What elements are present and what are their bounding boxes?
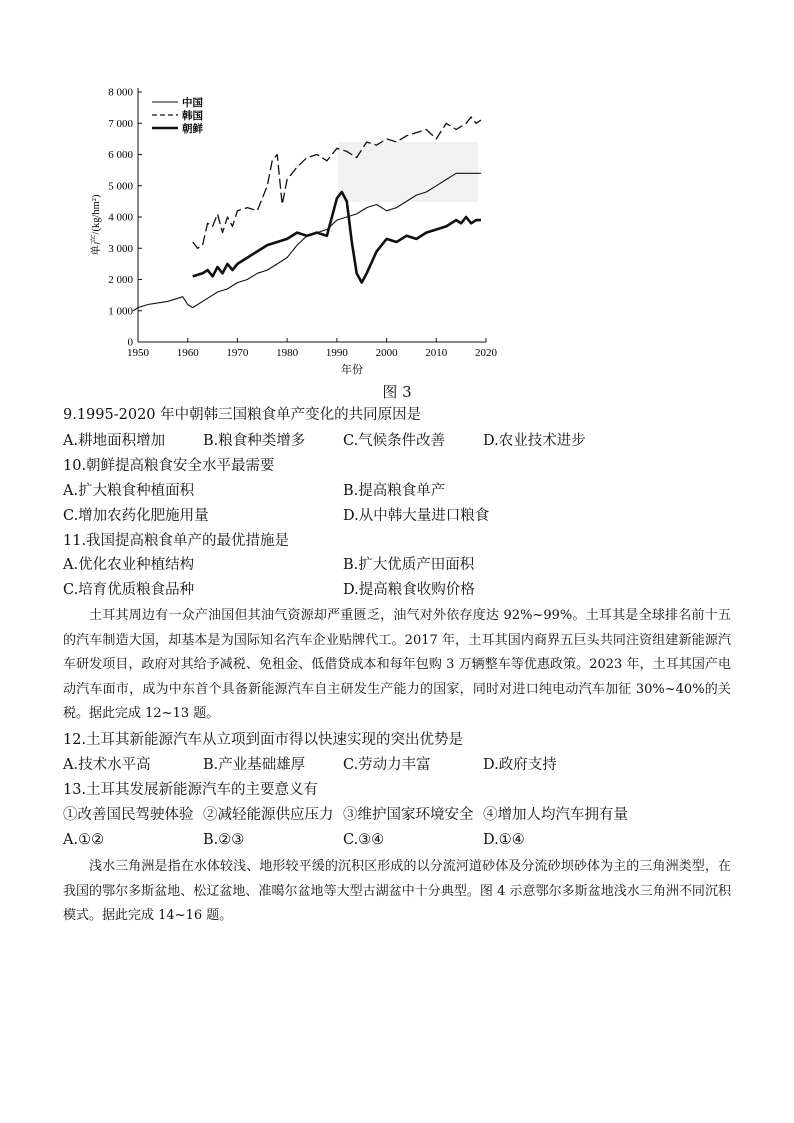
question-13-stem: 13.土耳其发展新能源汽车的主要意义有 [63, 782, 319, 798]
q13-item-2: ②减轻能源供应压力 [203, 807, 334, 823]
y-tick-label: 4 000 [108, 211, 133, 224]
legend-label: 朝鲜 [182, 124, 203, 135]
q9-option-a[interactable]: A.耕地面积增加 [63, 433, 166, 449]
y-tick-label: 1 000 [108, 305, 133, 318]
legend-label: 中国 [182, 98, 203, 109]
q11-option-b[interactable]: B.扩大优质产田面积 [343, 557, 475, 573]
chart-scan-shade [338, 142, 478, 202]
question-9-stem: 9.1995-2020 年中朝韩三国粮食单产变化的共同原因是 [63, 407, 422, 423]
grain-yield-line-chart [88, 80, 508, 380]
q9-option-c[interactable]: C.气候条件改善 [343, 433, 446, 449]
q10-option-c[interactable]: C.增加农药化肥施用量 [63, 508, 209, 524]
q13-option-d[interactable]: D.①④ [483, 832, 525, 848]
y-tick-label: 6 000 [108, 149, 133, 161]
series-line-2 [193, 192, 481, 283]
question-10-stem: 10.朝鲜提高粮食安全水平最需要 [63, 458, 275, 474]
figure-caption: 图 3 [382, 383, 412, 401]
x-tick-label: 1990 [325, 347, 348, 359]
q12-option-c[interactable]: C.劳动力丰富 [343, 757, 431, 773]
q9-option-b[interactable]: B.粮食种类增多 [203, 433, 306, 449]
legend-label: 韩国 [182, 111, 203, 122]
q10-option-b[interactable]: B.提高粮食单产 [343, 483, 446, 499]
q10-option-d[interactable]: D.从中韩大量进口粮食 [343, 508, 490, 524]
q9-option-d[interactable]: D.农业技术进步 [483, 433, 586, 449]
q13-item-1: ①改善国民驾驶体验 [63, 807, 194, 823]
q12-option-b[interactable]: B.产业基础雄厚 [203, 757, 306, 773]
q13-option-c[interactable]: C.③④ [343, 832, 385, 848]
y-tick-label: 5 000 [108, 180, 133, 193]
question-11-stem: 11.我国提高粮食单产的最优措施是 [63, 533, 290, 549]
q13-item-3: ③维护国家环境安全 [343, 807, 474, 823]
passage-shallow-delta: 浅水三角洲是指在水体较浅、地形较平缓的沉积区形成的以分流河道砂体及分流砂坝砂体为主的三角洲类型，在我国的鄂尔多斯盆地、松辽盆地、准噶尔盆地等大型古湖盆中十分典型。图 4 示意鄂尔多斯盆地浅水三角洲不同沉积模式。据此完成 14~16 题。 [63, 859, 731, 923]
y-tick-label: 2 000 [108, 274, 133, 286]
question-12-stem: 12.土耳其新能源汽车从立项到面市得以快速实现的突出优势是 [63, 732, 464, 748]
y-tick-label: 8 000 [108, 86, 133, 99]
x-axis-label: 年份 [341, 364, 363, 376]
x-axis-ticks [127, 338, 498, 359]
y-tick-label: 7 000 [108, 117, 133, 130]
q13-option-a[interactable]: A.①② [63, 832, 105, 848]
x-tick-label: 1960 [176, 347, 199, 359]
x-tick-label: 1980 [276, 347, 299, 359]
q13-option-b[interactable]: B.②③ [203, 832, 245, 848]
x-tick-label: 2020 [475, 347, 497, 359]
q11-option-d[interactable]: D.提高粮食收购价格 [343, 582, 475, 598]
q12-option-d[interactable]: D.政府支持 [483, 757, 557, 773]
q13-item-4: ④增加人均汽车拥有量 [483, 807, 628, 823]
q11-option-c[interactable]: C.培育优质粮食品种 [63, 582, 195, 598]
x-tick-label: 1950 [127, 347, 149, 359]
y-axis-ticks [108, 87, 142, 349]
y-tick-label: 0 [127, 336, 133, 349]
passage-turkey-ev: 土耳其周边有一众产油国但其油气资源却严重匮乏，油气对外依存度达 92%~99%。土耳其是全球排名前十五的汽车制造大国，却基本是为国际知名汽车企业贴牌代工。2017 年，土耳其国内商界五巨头共同注资组建新能源汽车研发项目，政府对其给予减税、免租金、低借贷成本和每年包购 3 万辆整车等优惠政策。2023 年，土耳其国产电动汽车面市，成为中东首个具备新能源汽车自主研发生产能力的国家，同时对进口纯电动汽车加征 30%~40%的关税。据此完成 12~13 题。 [63, 608, 731, 721]
y-axis-label: 单产/(kg/hm²) [91, 194, 102, 256]
chart-legend [152, 96, 203, 135]
x-tick-label: 2000 [375, 347, 398, 359]
x-tick-label: 1970 [226, 347, 249, 359]
q10-option-a[interactable]: A.扩大粮食种植面积 [63, 483, 195, 499]
q11-option-a[interactable]: A.优化农业种植结构 [63, 557, 195, 573]
y-tick-label: 3 000 [108, 242, 133, 255]
x-tick-label: 2010 [425, 347, 448, 359]
q12-option-a[interactable]: A.技术水平高 [63, 757, 151, 773]
